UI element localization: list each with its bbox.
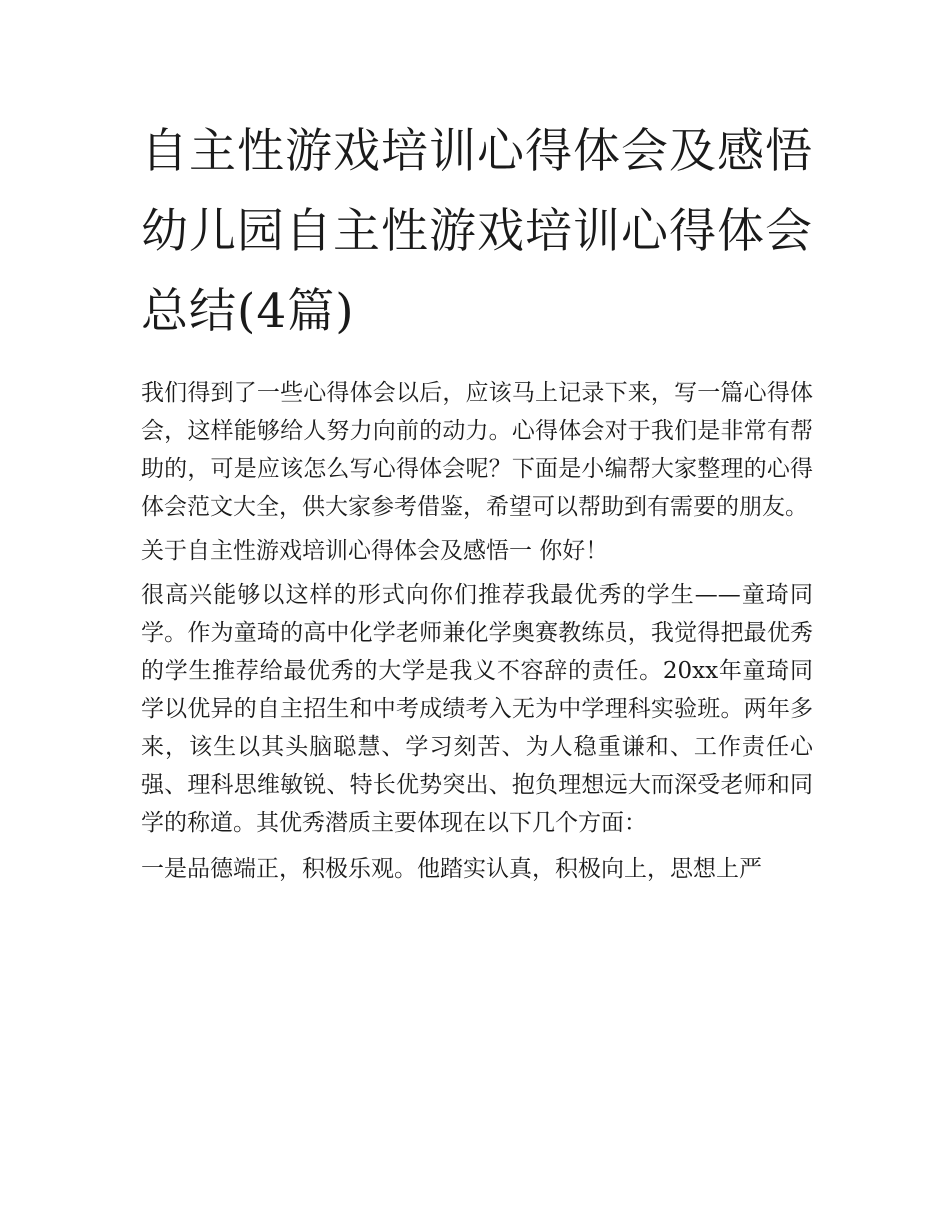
paragraph-recommendation: 很高兴能够以这样的形式向你们推荐我最优秀的学生——童琦同学。作为童琦的高中化学老师兼化学奥赛教练员，我觉得把最优秀的学生推荐给最优秀的大学是我义不容辞的责任。20xx年童琦同学以优异的自主招生和中考成绩考入无为中学理科实验班。两年多来，该生以其头脑聪慧、学习刻苦、为人稳重谦和、工作责任心强、理科思维敏锐、特长优势突出、抱负理想远大而深受老师和同学的称道。其优秀潜质主要体现在以下几个方面： (141, 582, 813, 836)
document-page (141, 112, 813, 888)
document-title: 自主性游戏培训心得体会及感悟 幼儿园自主性游戏培训心得体会总结(4篇) (141, 124, 813, 339)
paragraph-intro: 我们得到了一些心得体会以后，应该马上记录下来，写一篇心得体会，这样能够给人努力向前的动力。心得体会对于我们是非常有帮助的，可是应该怎么写心得体会呢？下面是小编帮大家整理的心得体会范文大全，供大家参考借鉴，希望可以帮助到有需要的朋友。 (141, 380, 813, 520)
paragraph-first-point: 一是品德端正，积极乐观。他踏实认真，积极向上，思想上严 (141, 856, 762, 882)
paragraph-heading-one: 关于自主性游戏培训心得体会及感悟一 你好！ (141, 538, 609, 564)
